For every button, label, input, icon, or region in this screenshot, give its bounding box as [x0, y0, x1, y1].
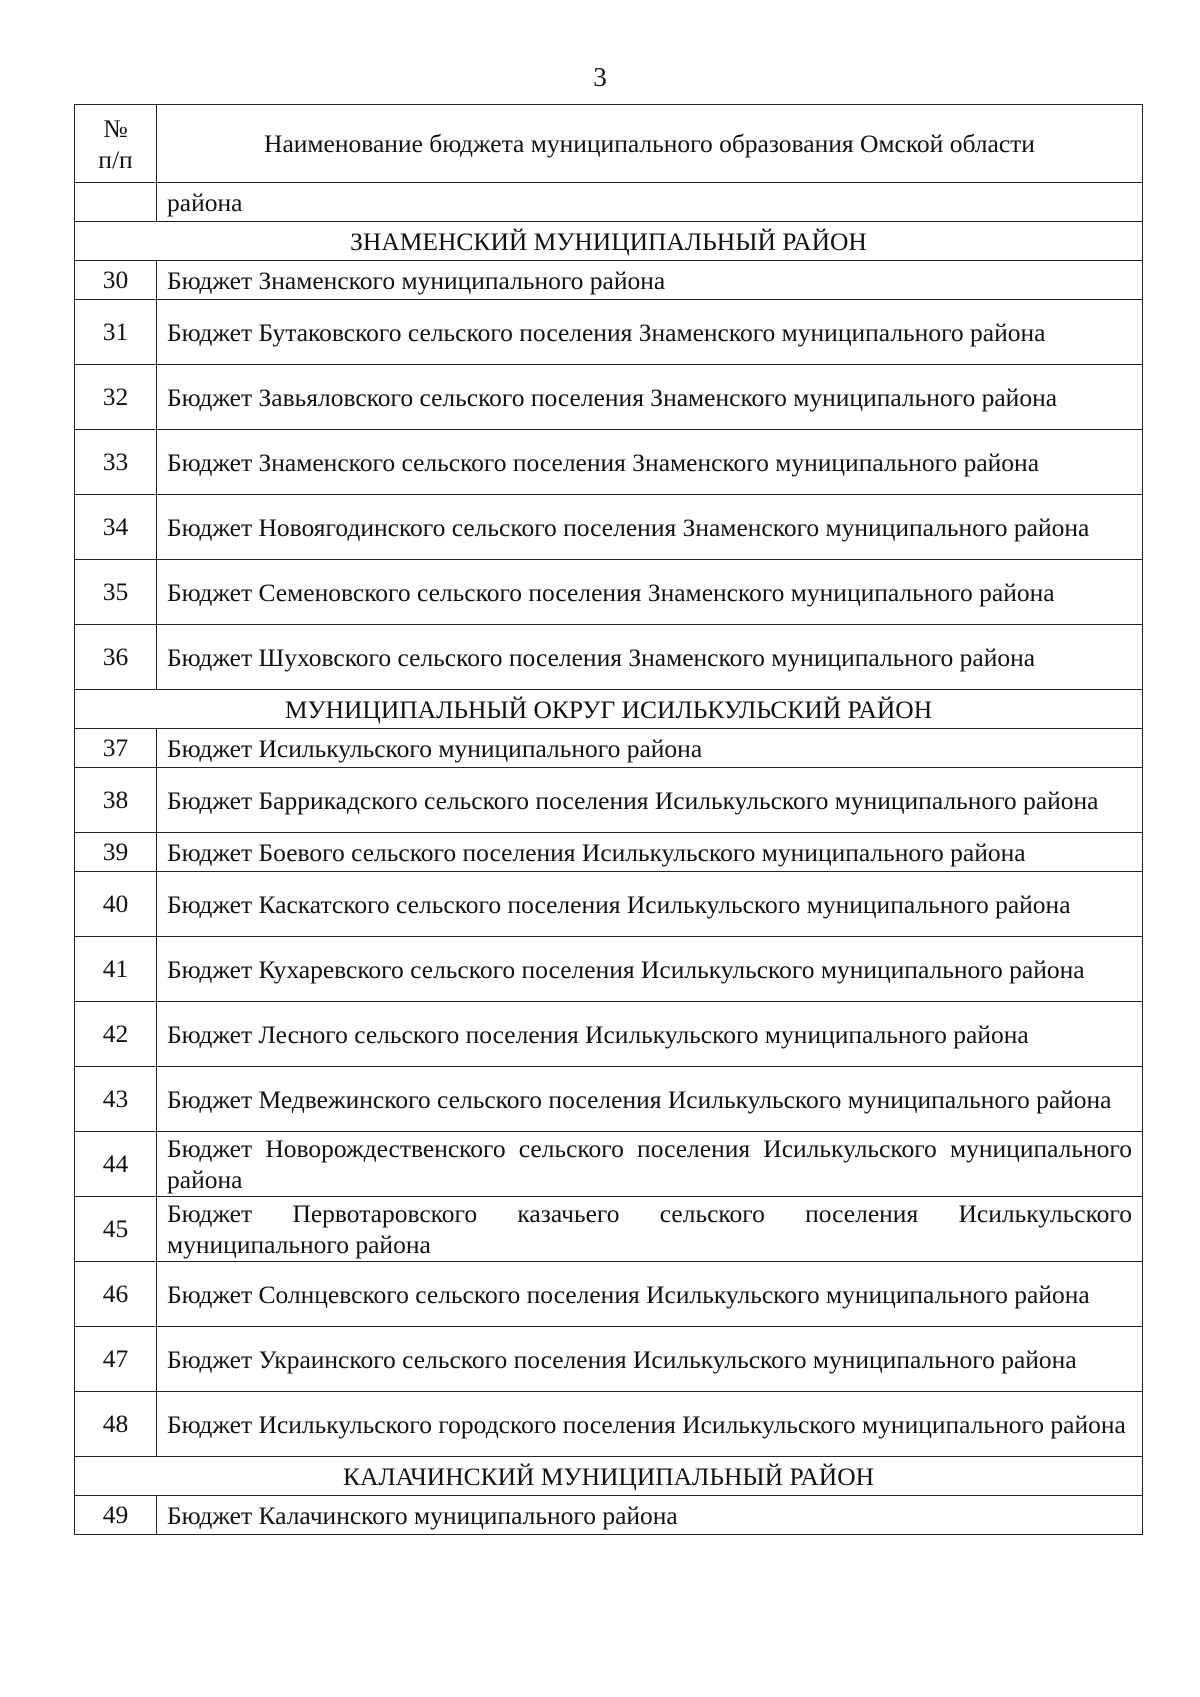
- table-row: [75, 768, 1143, 833]
- table-row: [75, 430, 1143, 495]
- row-name-cell: Бюджет Исилькульского муниципального района: [157, 729, 1143, 768]
- row-name-cell: Бюджет Первотаровского казачьего сельского поселения Исилькульского муниципального района: [157, 1197, 1143, 1262]
- table-header-row: [75, 105, 1143, 183]
- row-number-cell: 31: [75, 300, 157, 365]
- section-title: ЗНАМЕНСКИЙ МУНИЦИПАЛЬНЫЙ РАЙОН: [75, 222, 1143, 261]
- table-row: [75, 1132, 1143, 1197]
- row-number-cell: 34: [75, 495, 157, 560]
- row-number-cell: 48: [75, 1392, 157, 1457]
- continuation-name-cell: района: [157, 183, 1143, 222]
- section-header-row: [75, 1457, 1143, 1496]
- header-number-symbol: №: [103, 113, 128, 143]
- row-name-cell: Бюджет Исилькульского городского поселения Исилькульского муниципального района: [157, 1392, 1143, 1457]
- table-row: [75, 1327, 1143, 1392]
- budget-table: [74, 104, 1143, 1535]
- section-header-row: [75, 690, 1143, 729]
- continuation-row: [75, 183, 1143, 222]
- row-number-cell: 49: [75, 1496, 157, 1535]
- table-row: [75, 365, 1143, 430]
- table-row: [75, 872, 1143, 937]
- row-number-cell: 39: [75, 833, 157, 872]
- row-name-cell: Бюджет Боевого сельского поселения Исилькульского муниципального района: [157, 833, 1143, 872]
- row-number-cell: 43: [75, 1067, 157, 1132]
- row-number-cell: 47: [75, 1327, 157, 1392]
- row-number-cell: 37: [75, 729, 157, 768]
- row-number-cell: 46: [75, 1262, 157, 1327]
- continuation-number-cell: [75, 183, 157, 222]
- row-number-cell: 36: [75, 625, 157, 690]
- row-name-cell: Бюджет Новоягодинского сельского поселения Знаменского муниципального района: [157, 495, 1143, 560]
- row-name-cell: Бюджет Баррикадского сельского поселения Исилькульского муниципального района: [157, 768, 1143, 833]
- section-title: КАЛАЧИНСКИЙ МУНИЦИПАЛЬНЫЙ РАЙОН: [75, 1457, 1143, 1496]
- row-number-cell: 40: [75, 872, 157, 937]
- table-row: [75, 833, 1143, 872]
- row-name-cell: Бюджет Кухаревского сельского поселения Исилькульского муниципального района: [157, 937, 1143, 1002]
- section-title: МУНИЦИПАЛЬНЫЙ ОКРУГ ИСИЛЬКУЛЬСКИЙ РАЙОН: [75, 690, 1143, 729]
- table-row: [75, 1496, 1143, 1535]
- row-name-cell: Бюджет Шуховского сельского поселения Знаменского муниципального района: [157, 625, 1143, 690]
- row-number-cell: 35: [75, 560, 157, 625]
- row-name-cell: Бюджет Семеновского сельского поселения Знаменского муниципального района: [157, 560, 1143, 625]
- table-row: [75, 729, 1143, 768]
- table-row: [75, 1002, 1143, 1067]
- row-number-cell: 45: [75, 1197, 157, 1262]
- section-header-row: [75, 222, 1143, 261]
- row-name-cell: Бюджет Медвежинского сельского поселения Исилькульского муниципального района: [157, 1067, 1143, 1132]
- table-row: [75, 300, 1143, 365]
- row-name-cell: Бюджет Каскатского сельского поселения Исилькульского муниципального района: [157, 872, 1143, 937]
- row-name-cell: Бюджет Калачинского муниципального района: [157, 1496, 1143, 1535]
- row-name-cell: Бюджет Бутаковского сельского поселения Знаменского муниципального района: [157, 300, 1143, 365]
- row-name-cell: Бюджет Знаменского муниципального района: [157, 261, 1143, 300]
- header-number-cell: [75, 105, 157, 183]
- table-row: [75, 560, 1143, 625]
- row-number-cell: 32: [75, 365, 157, 430]
- budget-table-body: [75, 105, 1143, 1535]
- row-number-cell: 30: [75, 261, 157, 300]
- row-number-cell: 41: [75, 937, 157, 1002]
- row-number-cell: 38: [75, 768, 157, 833]
- page-number: 3: [593, 62, 607, 92]
- table-row: [75, 1197, 1143, 1262]
- header-number-abbr: п/п: [98, 144, 133, 174]
- row-name-cell: Бюджет Завьяловского сельского поселения Знаменского муниципального района: [157, 365, 1143, 430]
- row-number-cell: 42: [75, 1002, 157, 1067]
- table-row: [75, 1392, 1143, 1457]
- header-name-cell: Наименование бюджета муниципального образования Омской области: [157, 105, 1143, 183]
- table-row: [75, 937, 1143, 1002]
- table-row: [75, 495, 1143, 560]
- row-name-cell: Бюджет Лесного сельского поселения Исилькульского муниципального района: [157, 1002, 1143, 1067]
- row-name-cell: Бюджет Знаменского сельского поселения Знаменского муниципального района: [157, 430, 1143, 495]
- table-row: [75, 261, 1143, 300]
- row-name-cell: Бюджет Украинского сельского поселения Исилькульского муниципального района: [157, 1327, 1143, 1392]
- table-row: [75, 1067, 1143, 1132]
- table-row: [75, 625, 1143, 690]
- row-name-cell: Бюджет Солнцевского сельского поселения Исилькульского муниципального района: [157, 1262, 1143, 1327]
- row-name-cell: Бюджет Новорождественского сельского поселения Исилькульского муниципального района: [157, 1132, 1143, 1197]
- table-row: [75, 1262, 1143, 1327]
- row-number-cell: 44: [75, 1132, 157, 1197]
- row-number-cell: 33: [75, 430, 157, 495]
